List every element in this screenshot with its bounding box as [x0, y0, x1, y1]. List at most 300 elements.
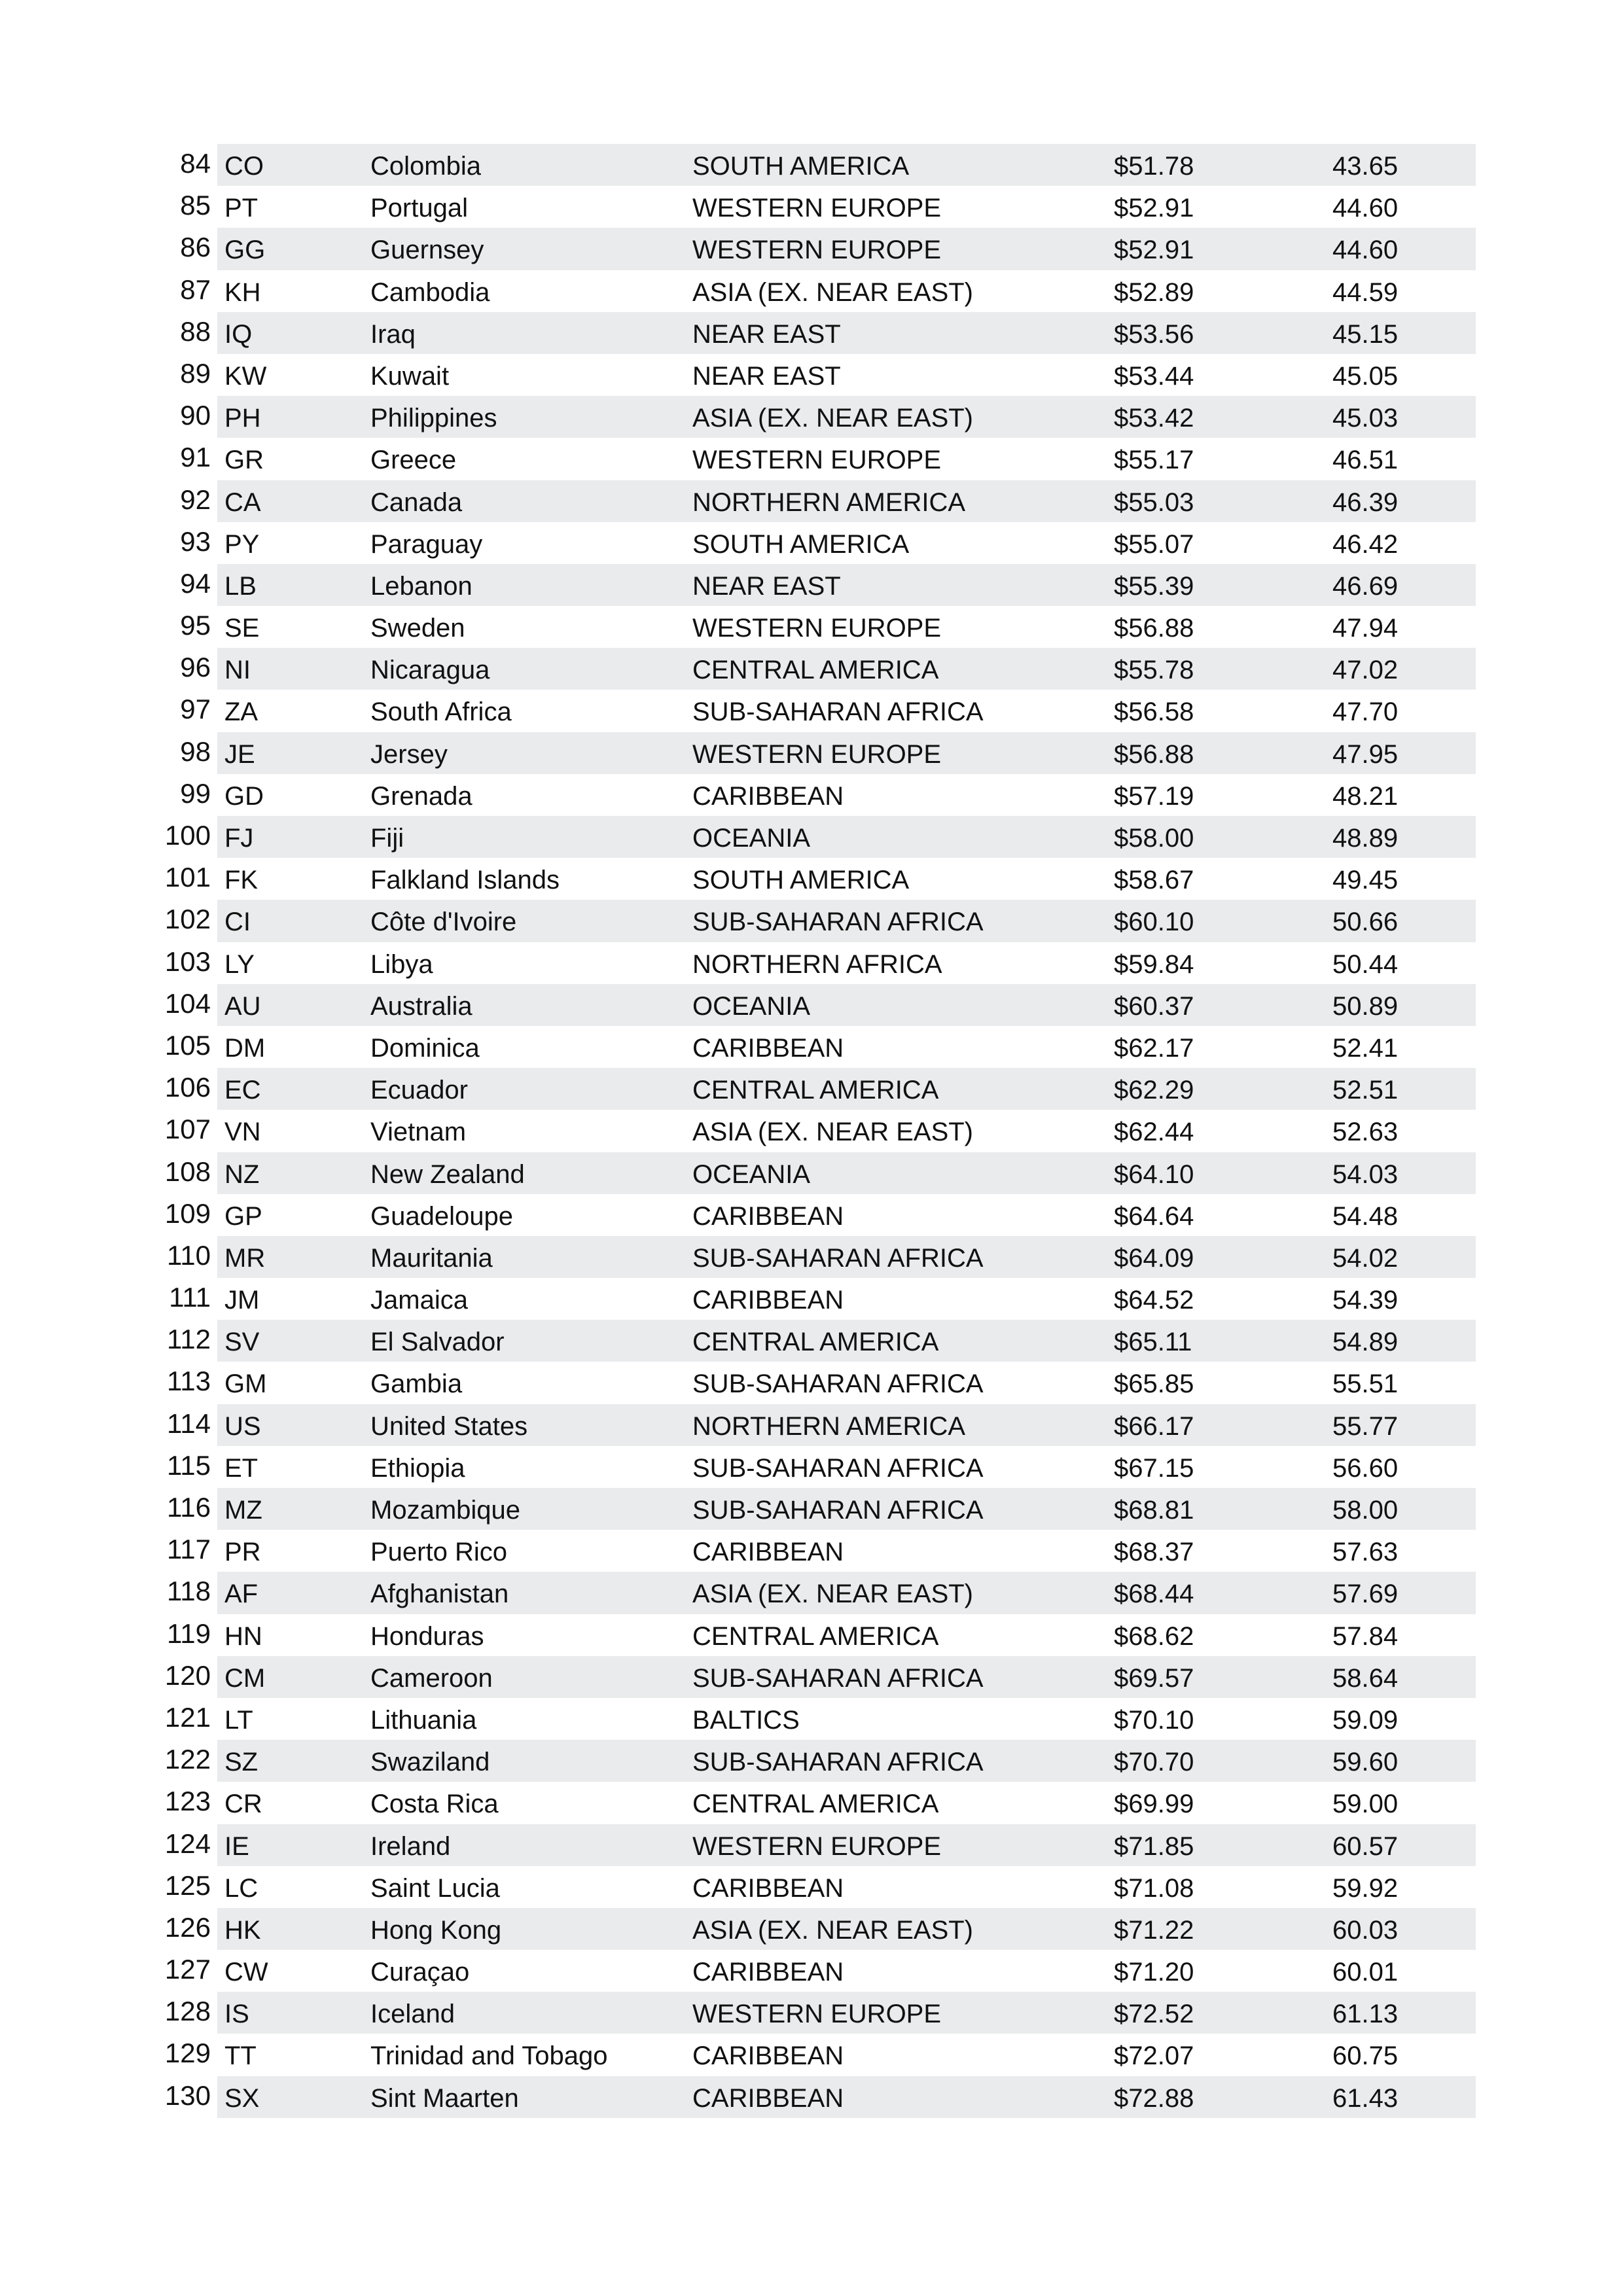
price-value: $58.67: [1114, 866, 1194, 895]
country-code: HK: [224, 1915, 261, 1945]
index-value: 47.94: [1332, 614, 1399, 643]
price-value: $58.00: [1114, 824, 1194, 853]
country-name: Cambodia: [370, 277, 490, 307]
region-name: NORTHERN AMERICA: [692, 1411, 966, 1441]
region-name: NEAR EAST: [692, 361, 841, 391]
index-value: 54.48: [1332, 1201, 1399, 1231]
index-value: 59.92: [1332, 1873, 1399, 1903]
index-value: 50.44: [1332, 949, 1399, 979]
country-code: JM: [224, 1286, 260, 1315]
region-name: WESTERN EUROPE: [692, 236, 942, 265]
country-name: Curaçao: [370, 1958, 470, 1987]
country-code: KW: [224, 361, 267, 391]
row-number: 107: [164, 1114, 211, 1145]
index-value: 50.89: [1332, 991, 1399, 1021]
country-code: LC: [224, 1873, 259, 1903]
country-code: IS: [224, 2000, 249, 2029]
row-number: 111: [169, 1282, 211, 1313]
index-value: 48.89: [1332, 824, 1399, 853]
row-number: 116: [167, 1492, 211, 1523]
index-value: 46.51: [1332, 446, 1399, 475]
country-name: South Africa: [370, 698, 512, 727]
country-name: Gambia: [370, 1369, 463, 1399]
index-value: 45.05: [1332, 361, 1399, 391]
country-code: DM: [224, 1033, 266, 1063]
region-name: SUB-SAHARAN AFRICA: [692, 1369, 984, 1399]
row-number: 129: [164, 2038, 211, 2069]
country-code: NZ: [224, 1159, 260, 1189]
row-number: 94: [180, 567, 211, 599]
region-name: SUB-SAHARAN AFRICA: [692, 908, 984, 937]
country-code: PR: [224, 1538, 261, 1567]
country-code: KH: [224, 277, 261, 307]
region-name: CARIBBEAN: [692, 1873, 844, 1903]
index-value: 54.89: [1332, 1328, 1399, 1357]
country-code: IQ: [224, 319, 253, 349]
index-value: 44.59: [1332, 277, 1399, 307]
row-number: 127: [164, 1954, 211, 1985]
price-value: $71.85: [1114, 1831, 1194, 1861]
country-name: Fiji: [370, 824, 404, 853]
region-name: NEAR EAST: [692, 571, 841, 601]
index-value: 52.51: [1332, 1076, 1399, 1105]
row-number: 96: [180, 652, 211, 683]
table-row: [0, 186, 1623, 228]
row-number: 122: [164, 1744, 211, 1775]
country-code: CA: [224, 487, 261, 517]
index-value: 57.84: [1332, 1621, 1399, 1651]
country-name: Philippines: [370, 404, 497, 433]
table-row: [0, 564, 1623, 606]
index-value: 60.03: [1332, 1915, 1399, 1945]
country-code: TT: [224, 2041, 257, 2071]
row-number: 92: [180, 484, 211, 515]
row-number: 88: [180, 315, 211, 347]
region-name: ASIA (EX. NEAR EAST): [692, 1118, 974, 1147]
country-name: Puerto Rico: [370, 1538, 507, 1567]
table-row: [0, 942, 1623, 984]
country-name: Iceland: [370, 2000, 455, 2029]
index-value: 60.57: [1332, 1831, 1399, 1861]
country-code: GP: [224, 1201, 262, 1231]
table-row: [0, 1614, 1623, 1656]
row-number: 105: [164, 1029, 211, 1061]
country-name: Falkland Islands: [370, 866, 560, 895]
row-number: 89: [180, 357, 211, 389]
price-value: $55.39: [1114, 571, 1194, 601]
price-value: $64.10: [1114, 1159, 1194, 1189]
price-value: $55.78: [1114, 656, 1194, 685]
country-code: LT: [224, 1705, 253, 1735]
region-name: SOUTH AMERICA: [692, 529, 910, 559]
index-value: 49.45: [1332, 866, 1399, 895]
region-name: CARIBBEAN: [692, 2083, 844, 2113]
table-row: [0, 984, 1623, 1026]
table-row: [0, 270, 1623, 312]
table-row: [0, 1572, 1623, 1614]
country-name: Côte d'Ivoire: [370, 908, 517, 937]
row-number: 90: [180, 400, 211, 431]
index-value: 59.00: [1332, 1790, 1399, 1819]
row-number: 117: [167, 1534, 211, 1565]
country-name: Swaziland: [370, 1748, 490, 1777]
country-code: CM: [224, 1663, 266, 1693]
region-name: CENTRAL AMERICA: [692, 1621, 939, 1651]
table-row: [0, 1446, 1623, 1488]
price-value: $52.91: [1114, 236, 1194, 265]
row-number: 87: [180, 274, 211, 305]
row-number: 119: [167, 1617, 211, 1649]
country-name: Grenada: [370, 781, 473, 811]
region-name: OCEANIA: [692, 1159, 811, 1189]
price-value: $72.88: [1114, 2083, 1194, 2113]
price-value: $68.62: [1114, 1621, 1194, 1651]
country-name: United States: [370, 1411, 528, 1441]
row-number: 84: [180, 148, 211, 179]
region-name: WESTERN EUROPE: [692, 739, 942, 769]
row-number: 86: [180, 232, 211, 263]
price-value: $62.29: [1114, 1076, 1194, 1105]
region-name: ASIA (EX. NEAR EAST): [692, 1915, 974, 1945]
country-code: AF: [224, 1580, 259, 1609]
region-name: SUB-SAHARAN AFRICA: [692, 1496, 984, 1525]
index-value: 59.09: [1332, 1705, 1399, 1735]
price-value: $69.99: [1114, 1790, 1194, 1819]
price-value: $72.52: [1114, 2000, 1194, 2029]
country-name: Hong Kong: [370, 1915, 502, 1945]
price-value: $59.84: [1114, 949, 1194, 979]
country-code: GG: [224, 236, 266, 265]
table-row: [0, 1992, 1623, 2034]
table-row: [0, 144, 1623, 186]
row-number: 124: [164, 1828, 211, 1859]
table-row: [0, 1488, 1623, 1530]
row-number: 106: [164, 1072, 211, 1103]
index-value: 58.00: [1332, 1496, 1399, 1525]
table-row: [0, 228, 1623, 270]
price-value: $64.52: [1114, 1286, 1194, 1315]
price-value: $52.91: [1114, 194, 1194, 223]
row-number: 99: [180, 777, 211, 809]
table-row: [0, 1110, 1623, 1152]
region-name: CENTRAL AMERICA: [692, 1328, 939, 1357]
region-name: SUB-SAHARAN AFRICA: [692, 1748, 984, 1777]
country-code: JE: [224, 739, 255, 769]
table-row: [0, 2034, 1623, 2075]
region-name: NORTHERN AFRICA: [692, 949, 942, 979]
country-name: Ethiopia: [370, 1453, 465, 1483]
index-value: 46.69: [1332, 571, 1399, 601]
country-code: MZ: [224, 1496, 262, 1525]
table-row: [0, 858, 1623, 900]
index-value: 50.66: [1332, 908, 1399, 937]
region-name: SOUTH AMERICA: [692, 152, 910, 181]
price-value: $55.07: [1114, 529, 1194, 559]
row-number: 112: [167, 1324, 211, 1355]
country-code: ET: [224, 1453, 259, 1483]
price-value: $68.37: [1114, 1538, 1194, 1567]
price-value: $70.70: [1114, 1748, 1194, 1777]
country-code: SZ: [224, 1748, 259, 1777]
price-value: $66.17: [1114, 1411, 1194, 1441]
country-code: FK: [224, 866, 259, 895]
index-value: 48.21: [1332, 781, 1399, 811]
country-code: GR: [224, 446, 264, 475]
price-value: $65.11: [1114, 1328, 1192, 1357]
price-value: $53.42: [1114, 404, 1194, 433]
region-name: ASIA (EX. NEAR EAST): [692, 277, 974, 307]
region-name: SUB-SAHARAN AFRICA: [692, 1243, 984, 1273]
row-number: 85: [180, 190, 211, 221]
index-value: 46.39: [1332, 487, 1399, 517]
country-code: SV: [224, 1328, 260, 1357]
region-name: ASIA (EX. NEAR EAST): [692, 404, 974, 433]
country-name: Lithuania: [370, 1705, 477, 1735]
country-name: Costa Rica: [370, 1790, 499, 1819]
country-name: Iraq: [370, 319, 416, 349]
price-value: $57.19: [1114, 781, 1194, 811]
region-name: NORTHERN AMERICA: [692, 487, 966, 517]
row-number: 91: [180, 442, 211, 473]
country-name: Canada: [370, 487, 463, 517]
index-value: 58.64: [1332, 1663, 1399, 1693]
country-code: LB: [224, 571, 257, 601]
table-row: [0, 480, 1623, 522]
country-name: Jamaica: [370, 1286, 468, 1315]
region-name: SOUTH AMERICA: [692, 866, 910, 895]
country-name: El Salvador: [370, 1328, 505, 1357]
country-name: Guadeloupe: [370, 1201, 513, 1231]
table-row: [0, 1404, 1623, 1446]
table-row: [0, 1236, 1623, 1278]
price-value: $65.85: [1114, 1369, 1194, 1399]
row-number: 101: [164, 862, 211, 893]
table-row: [0, 1782, 1623, 1824]
region-name: CARIBBEAN: [692, 2041, 844, 2071]
country-name: Nicaragua: [370, 656, 490, 685]
region-name: CENTRAL AMERICA: [692, 1076, 939, 1105]
country-code: CO: [224, 152, 264, 181]
index-value: 46.42: [1332, 529, 1399, 559]
row-number: 121: [164, 1701, 211, 1733]
price-value: $71.08: [1114, 1873, 1194, 1903]
table-row: [0, 1698, 1623, 1740]
country-code: GD: [224, 781, 264, 811]
country-name: Ecuador: [370, 1076, 468, 1105]
row-number: 110: [167, 1239, 211, 1271]
country-code: EC: [224, 1076, 261, 1105]
index-value: 52.41: [1332, 1033, 1399, 1063]
country-name: Sint Maarten: [370, 2083, 519, 2113]
table-row: [0, 522, 1623, 564]
row-number: 104: [164, 987, 211, 1019]
table-row: [0, 1320, 1623, 1362]
row-number: 102: [164, 904, 211, 935]
price-value: $62.17: [1114, 1033, 1194, 1063]
country-name: Libya: [370, 949, 433, 979]
region-name: CARIBBEAN: [692, 1201, 844, 1231]
index-value: 44.60: [1332, 236, 1399, 265]
country-name: Vietnam: [370, 1118, 467, 1147]
row-number: 115: [167, 1449, 211, 1481]
country-name: Mozambique: [370, 1496, 521, 1525]
table-row: [0, 1362, 1623, 1404]
region-name: ASIA (EX. NEAR EAST): [692, 1580, 974, 1609]
country-name: Australia: [370, 991, 473, 1021]
country-name: Sweden: [370, 614, 465, 643]
country-code: GM: [224, 1369, 267, 1399]
country-code: LY: [224, 949, 255, 979]
region-name: WESTERN EUROPE: [692, 446, 942, 475]
country-code: PY: [224, 529, 260, 559]
table-row: [0, 1278, 1623, 1320]
country-name: Greece: [370, 446, 457, 475]
country-name: Ireland: [370, 1831, 451, 1861]
country-code: CR: [224, 1790, 262, 1819]
country-name: Paraguay: [370, 529, 483, 559]
country-code: AU: [224, 991, 261, 1021]
row-number: 114: [167, 1407, 211, 1439]
country-code: ZA: [224, 698, 259, 727]
table-row: [0, 690, 1623, 732]
country-code: PH: [224, 404, 261, 433]
price-value: $70.10: [1114, 1705, 1194, 1735]
price-value: $56.88: [1114, 739, 1194, 769]
index-value: 57.69: [1332, 1580, 1399, 1609]
row-band: [217, 816, 1476, 858]
index-value: 60.75: [1332, 2041, 1399, 2071]
country-name: Dominica: [370, 1033, 480, 1063]
index-value: 61.13: [1332, 2000, 1399, 2029]
row-number: 125: [164, 1869, 211, 1901]
region-name: CARIBBEAN: [692, 1033, 844, 1063]
index-value: 55.51: [1332, 1369, 1399, 1399]
region-name: WESTERN EUROPE: [692, 194, 942, 223]
region-name: SUB-SAHARAN AFRICA: [692, 1663, 984, 1693]
index-value: 57.63: [1332, 1538, 1399, 1567]
table-row: [0, 732, 1623, 774]
price-value: $55.17: [1114, 446, 1194, 475]
country-name: New Zealand: [370, 1159, 525, 1189]
region-name: BALTICS: [692, 1705, 800, 1735]
row-number: 100: [164, 820, 211, 851]
table-row: [0, 396, 1623, 438]
table-row: [0, 1152, 1623, 1194]
country-code: US: [224, 1411, 261, 1441]
price-value: $72.07: [1114, 2041, 1194, 2071]
table-row: [0, 354, 1623, 396]
country-code: PT: [224, 194, 259, 223]
row-number: 109: [164, 1197, 211, 1229]
country-name: Jersey: [370, 739, 448, 769]
row-number: 128: [164, 1996, 211, 2027]
table-row: [0, 606, 1623, 648]
row-number: 123: [164, 1786, 211, 1817]
table-row: [0, 2076, 1623, 2118]
country-code: SX: [224, 2083, 260, 2113]
index-value: 44.60: [1332, 194, 1399, 223]
country-code: HN: [224, 1621, 262, 1651]
row-number: 98: [180, 735, 211, 767]
country-code: CI: [224, 908, 251, 937]
country-code: NI: [224, 656, 251, 685]
country-name: Guernsey: [370, 236, 484, 265]
row-number: 95: [180, 610, 211, 641]
country-name: Trinidad and Tobago: [370, 2041, 608, 2071]
table-row: [0, 312, 1623, 354]
price-value: $56.58: [1114, 698, 1194, 727]
index-value: 55.77: [1332, 1411, 1399, 1441]
country-code: VN: [224, 1118, 261, 1147]
table-row: [0, 1824, 1623, 1866]
row-number: 108: [164, 1156, 211, 1187]
table-row: [0, 1194, 1623, 1236]
price-value: $51.78: [1114, 152, 1194, 181]
region-name: WESTERN EUROPE: [692, 2000, 942, 2029]
table-row: [0, 1950, 1623, 1992]
price-value: $55.03: [1114, 487, 1194, 517]
index-value: 54.39: [1332, 1286, 1399, 1315]
price-value: $60.10: [1114, 908, 1194, 937]
region-name: CARIBBEAN: [692, 1958, 844, 1987]
price-value: $64.09: [1114, 1243, 1194, 1273]
country-name: Mauritania: [370, 1243, 493, 1273]
price-value: $52.89: [1114, 277, 1194, 307]
index-value: 47.02: [1332, 656, 1399, 685]
table-row: [0, 1740, 1623, 1782]
price-value: $56.88: [1114, 614, 1194, 643]
row-number: 120: [164, 1659, 211, 1691]
region-name: CARIBBEAN: [692, 1538, 844, 1567]
index-value: 61.43: [1332, 2083, 1399, 2113]
country-code: SE: [224, 614, 260, 643]
region-name: CARIBBEAN: [692, 781, 844, 811]
row-number: 113: [167, 1366, 211, 1397]
index-value: 47.70: [1332, 698, 1399, 727]
price-value: $68.81: [1114, 1496, 1194, 1525]
row-number: 97: [180, 694, 211, 725]
country-price-table: [0, 144, 1623, 2118]
region-name: OCEANIA: [692, 824, 811, 853]
index-value: 56.60: [1332, 1453, 1399, 1483]
index-value: 52.63: [1332, 1118, 1399, 1147]
index-value: 59.60: [1332, 1748, 1399, 1777]
country-name: Colombia: [370, 152, 481, 181]
country-name: Portugal: [370, 194, 468, 223]
price-value: $53.44: [1114, 361, 1194, 391]
region-name: SUB-SAHARAN AFRICA: [692, 1453, 984, 1483]
table-row: [0, 1026, 1623, 1068]
price-value: $62.44: [1114, 1118, 1194, 1147]
table-row: [0, 438, 1623, 480]
index-value: 47.95: [1332, 739, 1399, 769]
table-row: [0, 774, 1623, 816]
country-code: IE: [224, 1831, 249, 1861]
country-name: Afghanistan: [370, 1580, 509, 1609]
row-number: 118: [167, 1576, 211, 1607]
table-row: [0, 1656, 1623, 1698]
country-code: MR: [224, 1243, 266, 1273]
price-value: $60.37: [1114, 991, 1194, 1021]
table-row: [0, 1866, 1623, 1908]
region-name: NEAR EAST: [692, 319, 841, 349]
table-row: [0, 648, 1623, 690]
price-value: $64.64: [1114, 1201, 1194, 1231]
row-number: 126: [164, 1911, 211, 1943]
region-name: CENTRAL AMERICA: [692, 656, 939, 685]
country-name: Kuwait: [370, 361, 450, 391]
index-value: 60.01: [1332, 1958, 1399, 1987]
